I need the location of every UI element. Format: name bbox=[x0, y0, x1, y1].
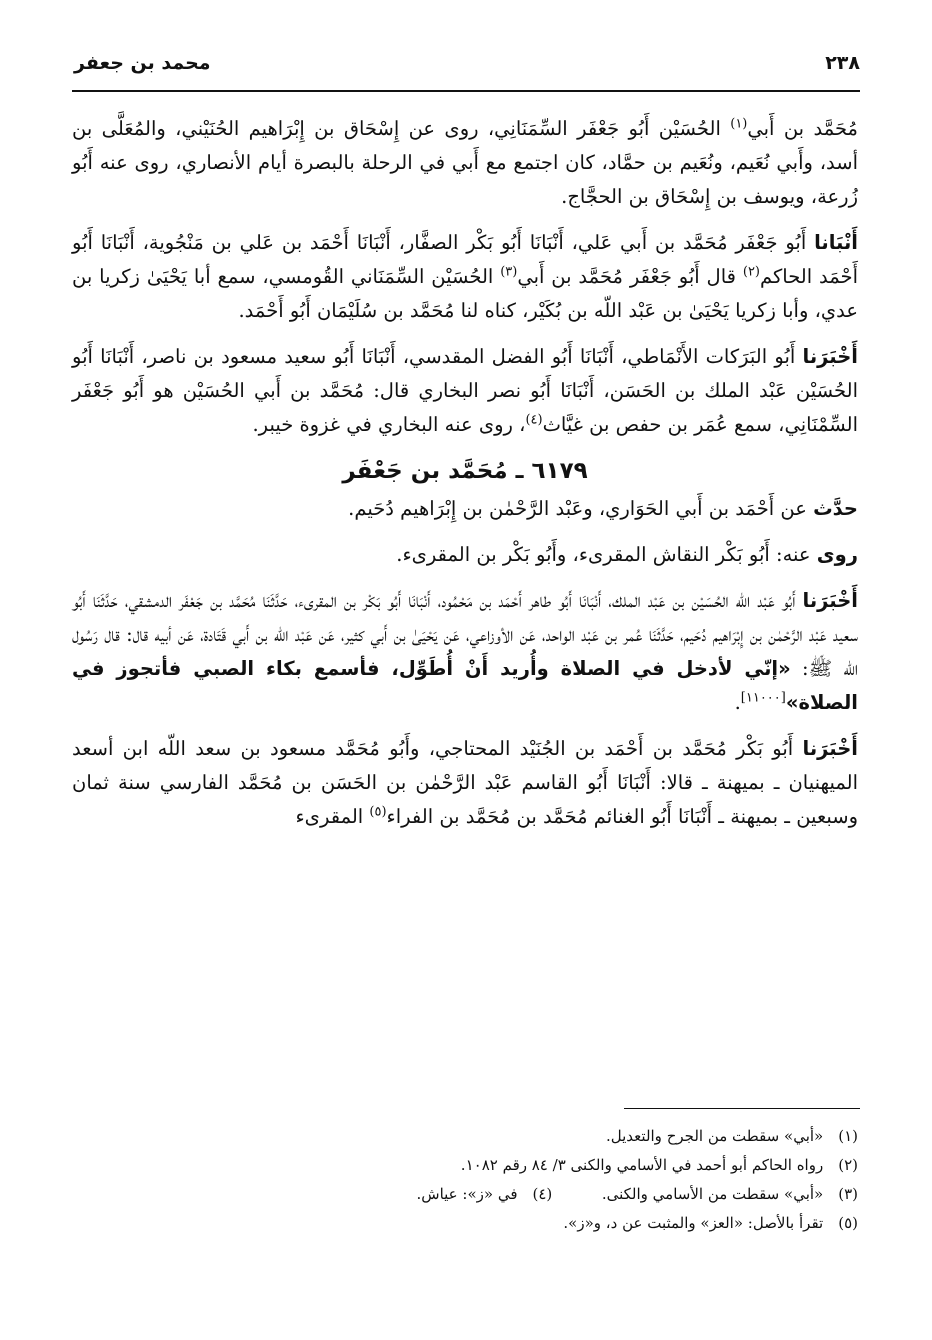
paragraph-text: المقرىء bbox=[295, 805, 370, 828]
paragraph-text: أَبُو بَكْر مُحَمَّد بن أَحْمَد بن الجُنَيْد المحتاجي، وأَبُو مُحَمَّد مسعود بن سعد اللّه ابن أسعد الميهنيان ـ بميهنة ـ قالا: أَنْبَانَا أَبُو القاسم عَبْد الرَّحْمٰن بن الحَسَن بن مُحَمَّد الفارسي سنة ثمان وسبعين ـ بميهنة ـ أَنْبَانَا أَبُو الغنائم مُحَمَّد بن مُحَمَّد بن الفراء bbox=[72, 737, 858, 828]
paragraph-6 bbox=[72, 584, 858, 720]
page-number: ٢٣٨ bbox=[825, 52, 860, 74]
paragraph-text: أَبُو عَبْد اللّه الحُسَيْن بن عَبْد الملك، أَنْبَانَا أَبُو طاهر أَحْمَد بن مَحْمُود، أَنْبَانَا أَبُو بَكْر بن المقرىء، حَدَّثَنَا مُحَمَّد بن جَعْفَر الدمشقي، حَدَّثَنَا أَبُو سعيد عَبْد الرَّحْمٰن بن إِبْرَاهيم دُحَيم، حَدَّثَنَا عُمر بن عَبْد الواحد، عَن الأوزاعي، عَن يَحْيَىٰ بن أَبي كثير، عَن عَبْد اللّه بن أَبي قَتَادة، عَن أبيه قال: قال رَسُول الله ﷺ: bbox=[72, 589, 859, 680]
footnote-number: (٤) bbox=[532, 1185, 553, 1203]
transmission-keyword: أَخْبَرَنا bbox=[802, 345, 858, 368]
paragraph-5 bbox=[72, 538, 858, 572]
paragraph-text: أَبُو البَرَكات الأَنْمَاطي، أَنْبَانَا أَبُو الفضل المقدسي، أَنْبَانَا أَبُو سعيد مسعود بن ناصر، أَنْبَانَا أَبُو الحُسَيْن عَبْد الملك بن الحَسَن، أَنْبَانَا أَبُو نصر البخاري قال: مُحَمَّد بن أَبي الحُسَيْن هو أَبُو جَعْفَر السِّمْنَانِي، سمع عُمَر بن حفص بن غيَّاث bbox=[72, 345, 858, 436]
footnote-ref: (٣) bbox=[500, 264, 518, 280]
footnote-number: (٥) bbox=[838, 1214, 858, 1232]
footnotes bbox=[72, 1122, 858, 1238]
paragraph-1 bbox=[72, 112, 858, 214]
footnote-rule bbox=[624, 1108, 860, 1109]
paragraph-text: ، روى عنه البخاري في غزوة خيبر. bbox=[252, 413, 526, 436]
paragraph-text: مُحَمَّد بن أَبي bbox=[747, 117, 859, 140]
footnote-text: «أبي» سقطت من الأسامي والكنى. bbox=[601, 1185, 824, 1203]
paragraph-text: الحُسَيْن السِّمَنَاني القُومسي، سمع أبا يَحْيَىٰ زكريا بن عدي، وأبا زكريا يَحْيَىٰ بن عَبْد اللّه بن بُكَيْر، كناه لنا مُحَمَّد بن سُلَيْمَان أَبُو أَحْمَد. bbox=[72, 265, 858, 322]
footnote-ref: (٤) bbox=[525, 412, 543, 428]
running-title: محمد بن جعفر bbox=[74, 52, 211, 74]
footnote-text: «أبي» سقطت من الجرح والتعديل. bbox=[606, 1127, 824, 1145]
paragraph-4 bbox=[72, 492, 858, 526]
footnote-text: رواه الحاكم أبو أحمد في الأسامي والكنى ٣/ ٨٤ رقم ١٠٨٢. bbox=[460, 1156, 824, 1174]
running-header bbox=[74, 52, 860, 82]
transmission-keyword: روى bbox=[816, 543, 858, 566]
paragraph-text: قال أَبُو جَعْفَر مُحَمَّد بن أَبي bbox=[517, 265, 743, 288]
paragraph-text: . bbox=[734, 691, 741, 714]
paragraph-7 bbox=[72, 732, 858, 834]
entry-heading: ٦١٧٩ ـ مُحَمَّد بن جَعْفَر bbox=[342, 458, 588, 484]
footnote-item bbox=[72, 1151, 858, 1180]
transmission-keyword: حدَّث bbox=[813, 497, 858, 520]
paragraph-3 bbox=[72, 340, 858, 442]
paragraph-2 bbox=[72, 226, 858, 328]
footnote-ref: (١) bbox=[730, 116, 748, 132]
main-text bbox=[72, 112, 858, 834]
footnote-number: (٣) bbox=[838, 1185, 858, 1203]
hadith-text: «إنّي لأدخل في الصلاة وأُريد أَنْ أُطَوِّل، فأسمع بكاء الصبي فأتجوز في الصلاة» bbox=[72, 657, 858, 714]
transmission-keyword: أَنْبَانا bbox=[814, 231, 858, 254]
footnote-item bbox=[72, 1180, 858, 1209]
header-rule bbox=[72, 90, 860, 92]
footnote-item bbox=[72, 1122, 858, 1151]
footnote-text: تقرأ بالأصل: «العز» والمثبت عن د، و«ز». bbox=[563, 1214, 824, 1232]
paragraph-text: أَبُو جَعْفَر مُحَمَّد بن أَبي عَلي، أَنْبَانَا أَبُو بَكْر الصفَّار، أَنْبَانَا أَحْمَد بن عَلي بن مَنْجُوية، أَنْبَانَا أَبُو أَحْمَد الحاكم bbox=[72, 231, 858, 288]
footnote-text: في «ز»: عياش. bbox=[416, 1185, 518, 1203]
footnote-number: (١) bbox=[838, 1127, 858, 1145]
footnote-number: (٢) bbox=[838, 1156, 858, 1174]
transmission-keyword: أَخْبَرَنا bbox=[802, 737, 858, 760]
transmission-keyword: أَخْبَرَنا bbox=[802, 589, 858, 612]
hadith-number: [١١٠٠٠] bbox=[740, 690, 786, 706]
footnote-ref: (٢) bbox=[742, 264, 760, 280]
paragraph-text: عنه: أَبُو بَكْر النقاش المقرىء، وأَبُو بَكْر بن المقرىء. bbox=[396, 543, 817, 566]
footnote-item bbox=[72, 1209, 858, 1238]
paragraph-text: الحُسَيْن أَبُو جَعْفَر السِّمَنَانِي، روى عن إِسْحَاق بن إِبْرَاهيم الحُنَيْني، والمُعَلَّى بن أسد، وأَبي نُعَيم، ونُعَيم بن حمَّاد، كان اجتمع مع أَبي في الرحلة بالبصرة أيام الأنصاري، روى عنه أَبُو زُرعة، ويوسف بن إِسْحَاق بن الحجَّاج. bbox=[72, 117, 858, 208]
paragraph-text: عن أَحْمَد بن أَبي الحَوَاري، وعَبْد الرَّحْمٰن بن إِبْرَاهيم دُحَيم. bbox=[348, 497, 814, 520]
footnote-ref: (٥) bbox=[369, 804, 387, 820]
